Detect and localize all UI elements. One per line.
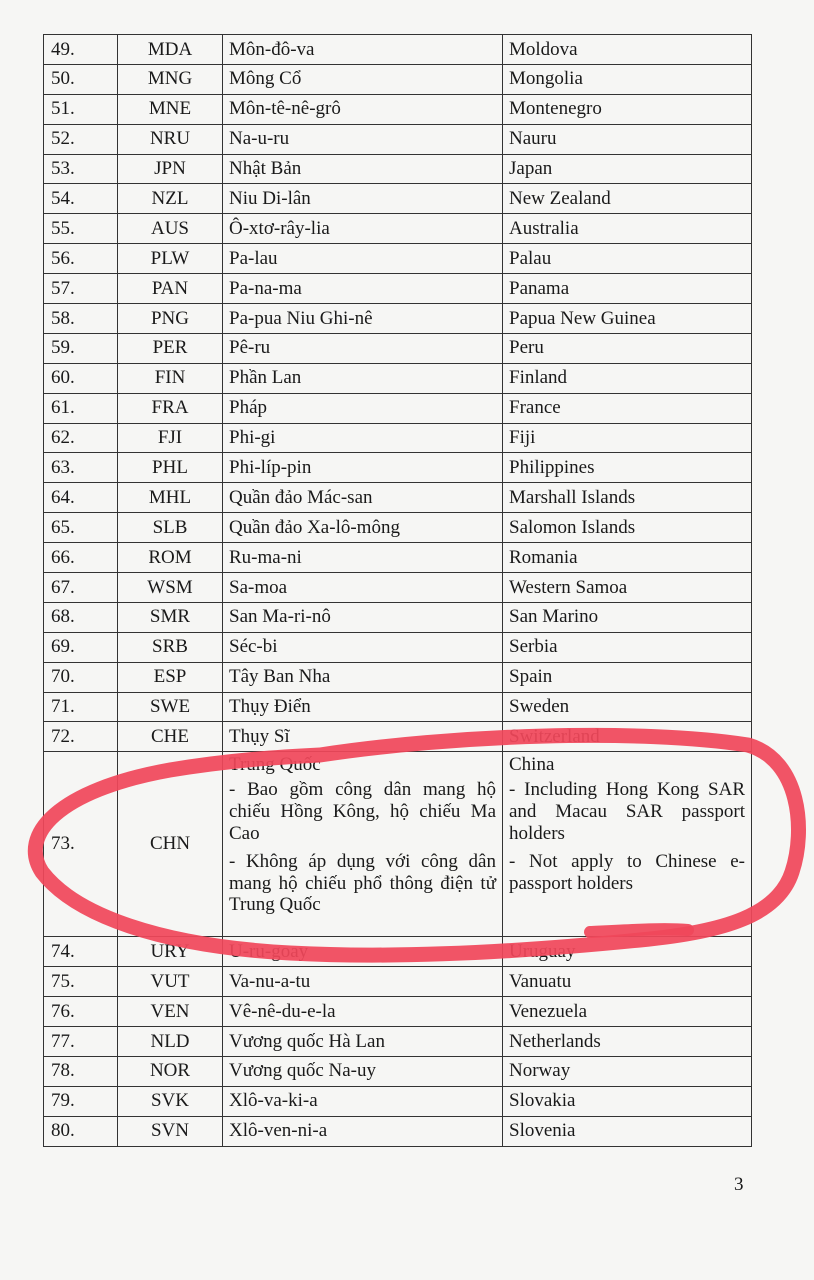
row-number: 72. — [44, 722, 118, 752]
row-number: 57. — [44, 274, 118, 304]
country-code: SWE — [118, 692, 223, 722]
table-row — [44, 184, 752, 214]
vietnamese-name: Va-nu-a-tu — [223, 967, 503, 997]
english-name: Finland — [503, 363, 752, 393]
table-row — [44, 483, 752, 513]
row-number: 61. — [44, 393, 118, 423]
vietnamese-name: Niu Di-lân — [223, 184, 503, 214]
country-code: NLD — [118, 1027, 223, 1057]
country-code: MNG — [118, 64, 223, 94]
row-number: 66. — [44, 543, 118, 573]
row-number: 68. — [44, 602, 118, 632]
table-row — [44, 304, 752, 334]
english-note: - Including Hong Kong SAR and Macau SAR passport holders — [509, 779, 745, 844]
country-table-body — [44, 35, 752, 1147]
row-number: 71. — [44, 692, 118, 722]
english-name: Spain — [503, 662, 752, 692]
vietnamese-name: Thụy Sĩ — [223, 722, 503, 752]
table-row — [44, 937, 752, 967]
country-code: PER — [118, 333, 223, 363]
country-code: URY — [118, 937, 223, 967]
country-code: FIN — [118, 363, 223, 393]
english-name: Philippines — [503, 453, 752, 483]
vietnamese-name: U-ru-goay — [223, 937, 503, 967]
table-row — [44, 64, 752, 94]
vietnamese-name: Séc-bi — [223, 632, 503, 662]
table-row — [44, 214, 752, 244]
row-number: 58. — [44, 304, 118, 334]
vietnamese-name: Thụy Điển — [223, 692, 503, 722]
vietnamese-name: Quần đảo Xa-lô-mông — [223, 513, 503, 543]
country-code: SLB — [118, 513, 223, 543]
vietnamese-name: Tây Ban Nha — [223, 662, 503, 692]
country-code: SRB — [118, 632, 223, 662]
english-name: Vanuatu — [503, 967, 752, 997]
row-number: 73. — [44, 752, 118, 937]
vietnamese-name: Nhật Bản — [223, 154, 503, 184]
table-row — [44, 274, 752, 304]
table-row — [44, 1116, 752, 1146]
vietnamese-name: Mông Cổ — [223, 64, 503, 94]
english-name: Nauru — [503, 124, 752, 154]
english-name-title: China — [509, 754, 555, 776]
row-number: 67. — [44, 573, 118, 603]
table-row — [44, 543, 752, 573]
row-number: 60. — [44, 363, 118, 393]
vietnamese-name: Ru-ma-ni — [223, 543, 503, 573]
table-row — [44, 752, 752, 937]
page-number: 3 — [734, 1174, 744, 1195]
english-name: Montenegro — [503, 94, 752, 124]
english-name: San Marino — [503, 602, 752, 632]
country-code: MDA — [118, 35, 223, 65]
country-code: VUT — [118, 967, 223, 997]
table-row — [44, 333, 752, 363]
vietnamese-name: Na-u-ru — [223, 124, 503, 154]
english-name: Uruguay — [503, 937, 752, 967]
english-name: Switzerland — [503, 722, 752, 752]
row-number: 62. — [44, 423, 118, 453]
english-name: Japan — [503, 154, 752, 184]
country-code: AUS — [118, 214, 223, 244]
country-code: ESP — [118, 662, 223, 692]
country-code: PHL — [118, 453, 223, 483]
table-row — [44, 1027, 752, 1057]
vietnamese-name: Xlô-ven-ni-a — [223, 1116, 503, 1146]
table-row — [44, 35, 752, 65]
vietnamese-name: Xlô-va-ki-a — [223, 1086, 503, 1116]
vietnamese-note: - Bao gồm công dân mang hộ chiếu Hồng Kông, hộ chiếu Ma Cao — [229, 779, 496, 844]
country-code: MHL — [118, 483, 223, 513]
row-number: 80. — [44, 1116, 118, 1146]
row-number: 63. — [44, 453, 118, 483]
vietnamese-name: Phi-líp-pin — [223, 453, 503, 483]
table-row — [44, 154, 752, 184]
table-row — [44, 997, 752, 1027]
vietnamese-name: Môn-tê-nê-grô — [223, 94, 503, 124]
table-row — [44, 124, 752, 154]
table-row — [44, 632, 752, 662]
row-number: 75. — [44, 967, 118, 997]
english-name: Australia — [503, 214, 752, 244]
vietnamese-name: Phần Lan — [223, 363, 503, 393]
country-code: FRA — [118, 393, 223, 423]
table-row — [44, 1056, 752, 1086]
english-name: Moldova — [503, 35, 752, 65]
vietnamese-name: Môn-đô-va — [223, 35, 503, 65]
english-name: Marshall Islands — [503, 483, 752, 513]
table-row — [44, 94, 752, 124]
country-code: SVN — [118, 1116, 223, 1146]
vietnamese-name: Quần đảo Mác-san — [223, 483, 503, 513]
english-name: Serbia — [503, 632, 752, 662]
vietnamese-name: Pa-lau — [223, 244, 503, 274]
row-number: 49. — [44, 35, 118, 65]
vietnamese-name: Vương quốc Hà Lan — [223, 1027, 503, 1057]
table-row — [44, 1086, 752, 1116]
vietnamese-name — [223, 752, 503, 937]
country-code: CHE — [118, 722, 223, 752]
english-name: Sweden — [503, 692, 752, 722]
vietnamese-name: Vương quốc Na-uy — [223, 1056, 503, 1086]
vietnamese-note: - Không áp dụng với công dân mang hộ chiếu phổ thông điện tử Trung Quốc — [229, 850, 496, 916]
english-name: Slovenia — [503, 1116, 752, 1146]
english-name — [503, 752, 752, 937]
country-code: FJI — [118, 423, 223, 453]
country-code: NOR — [118, 1056, 223, 1086]
country-code: ROM — [118, 543, 223, 573]
english-name: Palau — [503, 244, 752, 274]
english-note: - Not apply to Chinese e-passport holders — [509, 850, 745, 894]
row-number: 54. — [44, 184, 118, 214]
table-row — [44, 573, 752, 603]
english-name: Venezuela — [503, 997, 752, 1027]
vietnamese-name: Pê-ru — [223, 333, 503, 363]
english-name: New Zealand — [503, 184, 752, 214]
table-row — [44, 393, 752, 423]
country-code: SMR — [118, 602, 223, 632]
english-name: Norway — [503, 1056, 752, 1086]
country-code: MNE — [118, 94, 223, 124]
vietnamese-name: Pa-pua Niu Ghi-nê — [223, 304, 503, 334]
row-number: 74. — [44, 937, 118, 967]
table-row — [44, 363, 752, 393]
vietnamese-name: Ô-xtơ-rây-lia — [223, 214, 503, 244]
vietnamese-name: Pa-na-ma — [223, 274, 503, 304]
english-name: France — [503, 393, 752, 423]
row-number: 79. — [44, 1086, 118, 1116]
vietnamese-name: Sa-moa — [223, 573, 503, 603]
table-row — [44, 722, 752, 752]
table-row — [44, 602, 752, 632]
row-number: 76. — [44, 997, 118, 1027]
english-name: Peru — [503, 333, 752, 363]
country-code: PLW — [118, 244, 223, 274]
row-number: 56. — [44, 244, 118, 274]
vietnamese-name: Vê-nê-du-e-la — [223, 997, 503, 1027]
country-code: SVK — [118, 1086, 223, 1116]
table-row — [44, 967, 752, 997]
english-name: Salomon Islands — [503, 513, 752, 543]
row-number: 51. — [44, 94, 118, 124]
vietnamese-name: Pháp — [223, 393, 503, 423]
row-number: 70. — [44, 662, 118, 692]
row-number: 55. — [44, 214, 118, 244]
country-code: WSM — [118, 573, 223, 603]
table-row — [44, 662, 752, 692]
row-number: 64. — [44, 483, 118, 513]
english-name: Fiji — [503, 423, 752, 453]
country-code: JPN — [118, 154, 223, 184]
vietnamese-name-title: Trung Quốc — [229, 754, 321, 776]
country-code: PAN — [118, 274, 223, 304]
english-name: Panama — [503, 274, 752, 304]
country-code: CHN — [118, 752, 223, 937]
country-table — [43, 34, 752, 1147]
country-code: NRU — [118, 124, 223, 154]
english-name: Romania — [503, 543, 752, 573]
table-row — [44, 453, 752, 483]
row-number: 78. — [44, 1056, 118, 1086]
english-name: Slovakia — [503, 1086, 752, 1116]
row-number: 53. — [44, 154, 118, 184]
english-name: Mongolia — [503, 64, 752, 94]
vietnamese-name: San Ma-ri-nô — [223, 602, 503, 632]
country-code: NZL — [118, 184, 223, 214]
vietnamese-name: Phi-gi — [223, 423, 503, 453]
table-row — [44, 513, 752, 543]
english-name: Netherlands — [503, 1027, 752, 1057]
row-number: 52. — [44, 124, 118, 154]
row-number: 77. — [44, 1027, 118, 1057]
table-row — [44, 423, 752, 453]
english-name: Western Samoa — [503, 573, 752, 603]
table-row — [44, 692, 752, 722]
english-name: Papua New Guinea — [503, 304, 752, 334]
row-number: 69. — [44, 632, 118, 662]
row-number: 50. — [44, 64, 118, 94]
row-number: 65. — [44, 513, 118, 543]
row-number: 59. — [44, 333, 118, 363]
table-row — [44, 244, 752, 274]
country-code: PNG — [118, 304, 223, 334]
country-code: VEN — [118, 997, 223, 1027]
